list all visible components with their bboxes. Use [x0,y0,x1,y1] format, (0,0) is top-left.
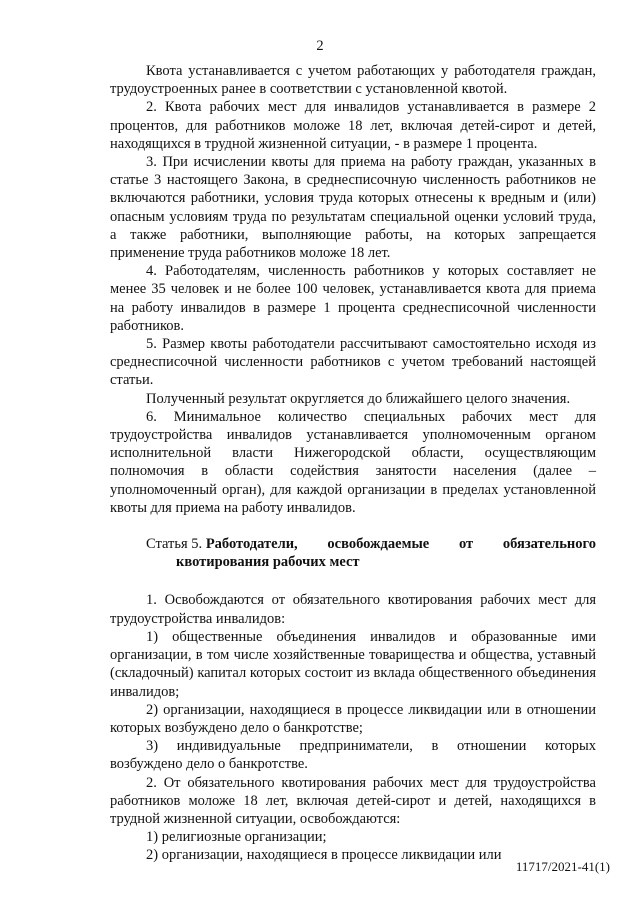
paragraph: 1. Освобождаются от обязательного квотирования рабочих мест для трудоустройства инвалидов: [110,592,596,627]
article-prefix: Статья 5. [146,536,203,553]
paragraph: 4. Работодателям, численность работников у которых составляет не менее 35 человек и не более 100 человек, устанавливается квота для приема на работу инвалидов в размере 1 процента среднесписочной численности работников. [110,263,596,334]
paragraph: 2. От обязательного квотирования рабочих мест для трудоустройства работников моложе 18 лет, включая детей-сирот и детей, находящихся в трудной жизненной ситуации, освобождаются: [110,774,596,827]
paragraph: 3. При исчислении квоты для приема на работу граждан, указанных в статье 3 настоящего Закона, в среднесписочную численность работников не включаются работники, условия труда которых отнесены к вредным и (или) опасным условиям труда по результатам специальной оценки условий труда, а также работники, выполняющие работы, на которых запрещается применение труда работников моложе 18 лет. [110,154,596,262]
article-heading [110,535,596,553]
article-title-word: от [458,536,474,553]
paragraph: 3) индивидуальные предприниматели, в отношении которых возбуждено дело о банкротстве. [110,738,596,773]
paragraph: Квота устанавливается с учетом работающих у работодателя граждан, трудоустроенных ранее в соответствии с установленной квотой. [110,63,596,98]
article-title-word: Работодатели, [205,536,298,553]
paragraph: 2) организации, находящиеся в процессе ликвидации или [146,847,502,864]
paragraph: 2) организации, находящиеся в процессе ликвидации или в отношении которых возбуждено дело о банкротстве; [110,701,596,736]
paragraph: 5. Размер квоты работодатели рассчитывают самостоятельно исходя из среднесписочной численности работников с учетом требований настоящей статьи. [110,336,596,389]
paragraph: 1) религиозные организации; [146,829,327,846]
page-number: 2 [316,38,324,54]
article-title-word: освобождаемые [327,536,430,553]
paragraph: 6. Минимальное количество специальных рабочих мест для трудоустройства инвалидов устанавливается уполномоченным органом исполнительной власти Нижегородской области, осуществляющим полномочия в области содействия занятости населения (далее – уполномоченный орган), для каждой организации в пределах установленной квоты для приема на работу инвалидов. [110,408,596,516]
article-title-line2: квотирования рабочих мест [176,554,360,571]
paragraph: Полученный результат округляется до ближайшего целого значения. [146,390,571,407]
document-code: 11717/2021-41(1) [515,859,610,874]
document-body [110,62,596,865]
paragraph: 2. Квота рабочих мест для инвалидов устанавливается в размере 2 процентов, для работников моложе 18 лет, включая детей-сирот и детей, находящихся в трудной жизненной ситуации, - в размере 1 процента. [110,99,596,152]
article-title-word: обязательного [502,536,596,553]
paragraph: 1) общественные объединения инвалидов и образованные ими организации, в том числе хозяйственные товарищества и общества, уставный (складочный) капитал которых состоит из вклада общественного объединения инвалидов; [110,628,596,700]
